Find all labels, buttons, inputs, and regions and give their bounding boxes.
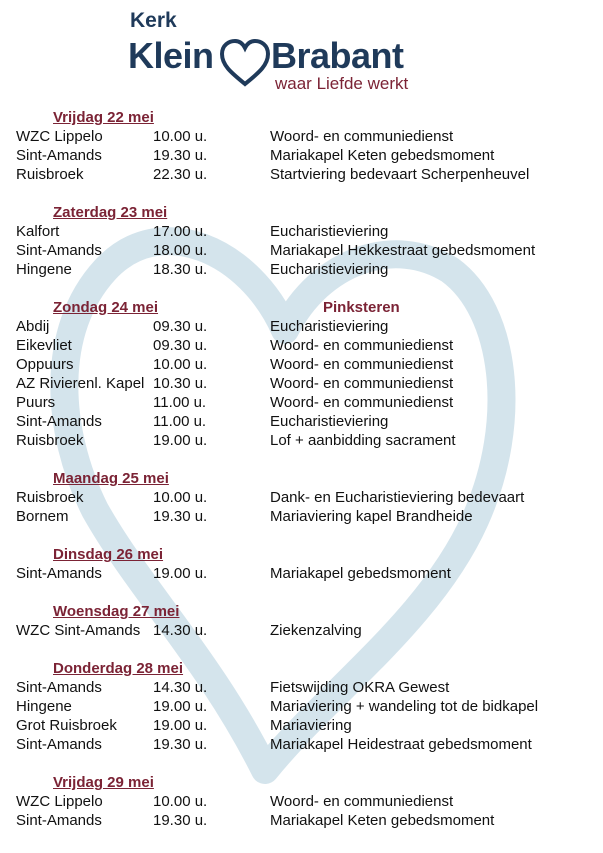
event-description: Mariakapel Keten gebedsmoment bbox=[270, 812, 495, 829]
event-time: 19.30 u. bbox=[153, 147, 208, 164]
event-time: 10.00 u. bbox=[153, 356, 208, 373]
event-row bbox=[0, 792, 603, 811]
event-description: Woord- en communiedienst bbox=[270, 793, 454, 810]
day-title: Zaterdag 23 mei bbox=[53, 204, 168, 221]
event-time: 19.00 u. bbox=[153, 432, 208, 449]
event-row bbox=[0, 735, 603, 754]
event-place: WZC Lippelo bbox=[16, 793, 103, 810]
event-row bbox=[0, 222, 603, 241]
event-description: Mariaviering bbox=[270, 717, 352, 734]
event-description: Dank- en Eucharistieviering bedevaart bbox=[270, 489, 525, 506]
day-heading bbox=[53, 659, 603, 678]
event-place: AZ Rivierenl. Kapel bbox=[16, 375, 145, 392]
event-row bbox=[0, 336, 603, 355]
event-description: Startviering bedevaart Scherpenheuvel bbox=[270, 166, 530, 183]
event-place: Oppuurs bbox=[16, 356, 74, 373]
event-time: 10.00 u. bbox=[153, 793, 208, 810]
day-title: Donderdag 28 mei bbox=[53, 660, 184, 677]
event-time: 11.00 u. bbox=[153, 394, 207, 411]
event-place: Grot Ruisbroek bbox=[16, 717, 117, 734]
day-heading bbox=[53, 773, 603, 792]
event-description: Mariakapel Hekkestraat gebedsmoment bbox=[270, 242, 536, 259]
day-title: Vrijdag 29 mei bbox=[53, 774, 154, 791]
event-row bbox=[0, 165, 603, 184]
event-place: Bornem bbox=[16, 508, 69, 525]
event-time: 14.30 u. bbox=[153, 622, 208, 639]
event-description: Fietswijding OKRA Gewest bbox=[270, 679, 450, 696]
logo-brabant-text: Brabant bbox=[271, 35, 404, 76]
logo-tagline: waar Liefde werkt bbox=[275, 74, 409, 93]
day-special-label: Pinksteren bbox=[323, 299, 400, 316]
event-time: 10.30 u. bbox=[153, 375, 208, 392]
event-time: 09.30 u. bbox=[153, 318, 208, 335]
logo bbox=[128, 8, 428, 98]
event-place: Ruisbroek bbox=[16, 432, 84, 449]
event-description: Eucharistieviering bbox=[270, 318, 389, 335]
day-section bbox=[0, 773, 603, 830]
event-place: Puurs bbox=[16, 394, 56, 411]
day-heading bbox=[53, 203, 603, 222]
day-section bbox=[0, 545, 603, 583]
logo-kerk-text: Kerk bbox=[130, 9, 177, 32]
event-place: Hingene bbox=[16, 698, 72, 715]
day-heading bbox=[53, 545, 603, 564]
event-place: WZC Lippelo bbox=[16, 128, 103, 145]
day-heading bbox=[53, 469, 603, 488]
logo-klein-text: Klein bbox=[128, 35, 214, 76]
event-time: 18.00 u. bbox=[153, 242, 208, 259]
event-description: Woord- en communiedienst bbox=[270, 394, 454, 411]
event-row bbox=[0, 393, 603, 412]
event-description: Mariakapel Heidestraat gebedsmoment bbox=[270, 736, 532, 753]
event-row bbox=[0, 716, 603, 735]
schedule bbox=[0, 108, 603, 849]
day-heading bbox=[53, 298, 603, 317]
day-section bbox=[0, 203, 603, 279]
event-description: Woord- en communiedienst bbox=[270, 356, 454, 373]
event-place: Sint-Amands bbox=[16, 242, 102, 259]
event-row bbox=[0, 241, 603, 260]
event-description: Eucharistieviering bbox=[270, 261, 389, 278]
event-time: 19.30 u. bbox=[153, 812, 208, 829]
event-place: Kalfort bbox=[16, 223, 60, 240]
event-description: Mariakapel Keten gebedsmoment bbox=[270, 147, 495, 164]
event-description: Woord- en communiedienst bbox=[270, 128, 454, 145]
day-section bbox=[0, 659, 603, 754]
day-section bbox=[0, 469, 603, 526]
event-place: Hingene bbox=[16, 261, 72, 278]
event-row bbox=[0, 317, 603, 336]
event-description: Lof + aanbidding sacrament bbox=[270, 432, 456, 449]
event-place: Sint-Amands bbox=[16, 812, 102, 829]
day-section bbox=[0, 298, 603, 450]
event-time: 09.30 u. bbox=[153, 337, 208, 354]
day-heading bbox=[53, 108, 603, 127]
event-place: Ruisbroek bbox=[16, 166, 84, 183]
day-section bbox=[0, 108, 603, 184]
event-row bbox=[0, 678, 603, 697]
event-row bbox=[0, 374, 603, 393]
event-place: Abdij bbox=[16, 318, 50, 335]
event-place: Sint-Amands bbox=[16, 736, 102, 753]
event-description: Mariakapel gebedsmoment bbox=[270, 565, 451, 582]
event-time: 10.00 u. bbox=[153, 489, 208, 506]
event-description: Mariaviering kapel Brandheide bbox=[270, 508, 473, 525]
event-time: 11.00 u. bbox=[153, 413, 207, 430]
event-time: 22.30 u. bbox=[153, 166, 208, 183]
event-place: Sint-Amands bbox=[16, 679, 102, 696]
event-description: Woord- en communiedienst bbox=[270, 375, 454, 392]
event-row bbox=[0, 488, 603, 507]
event-time: 19.30 u. bbox=[153, 508, 208, 525]
event-place: Sint-Amands bbox=[16, 565, 102, 582]
event-row bbox=[0, 355, 603, 374]
event-time: 19.00 u. bbox=[153, 717, 208, 734]
event-row bbox=[0, 127, 603, 146]
event-row bbox=[0, 507, 603, 526]
day-section bbox=[0, 602, 603, 640]
event-time: 17.00 u. bbox=[153, 223, 208, 240]
day-heading bbox=[53, 602, 603, 621]
event-time: 19.00 u. bbox=[153, 565, 208, 582]
day-title: Woensdag 27 mei bbox=[53, 603, 180, 620]
event-place: Sint-Amands bbox=[16, 413, 102, 430]
event-time: 10.00 u. bbox=[153, 128, 208, 145]
event-time: 14.30 u. bbox=[153, 679, 208, 696]
event-description: Woord- en communiedienst bbox=[270, 337, 454, 354]
event-description: Mariaviering + wandeling tot de bidkapel bbox=[270, 698, 539, 715]
day-title: Vrijdag 22 mei bbox=[53, 109, 154, 126]
event-row bbox=[0, 260, 603, 279]
event-time: 19.30 u. bbox=[153, 736, 208, 753]
event-row bbox=[0, 431, 603, 450]
event-place: Ruisbroek bbox=[16, 489, 84, 506]
event-place: Sint-Amands bbox=[16, 147, 102, 164]
event-description: Ziekenzalving bbox=[270, 622, 362, 639]
event-time: 18.30 u. bbox=[153, 261, 208, 278]
day-title: Dinsdag 26 mei bbox=[53, 546, 164, 563]
event-row bbox=[0, 621, 603, 640]
day-title: Maandag 25 mei bbox=[53, 470, 169, 487]
event-row bbox=[0, 146, 603, 165]
event-description: Eucharistieviering bbox=[270, 223, 389, 240]
event-time: 19.00 u. bbox=[153, 698, 208, 715]
event-row bbox=[0, 412, 603, 431]
heart-icon bbox=[219, 38, 271, 88]
event-description: Eucharistieviering bbox=[270, 413, 389, 430]
day-title: Zondag 24 mei bbox=[53, 299, 159, 316]
event-row bbox=[0, 811, 603, 830]
event-row bbox=[0, 564, 603, 583]
event-place: WZC Sint-Amands bbox=[16, 622, 141, 639]
event-row bbox=[0, 697, 603, 716]
event-place: Eikevliet bbox=[16, 337, 72, 354]
